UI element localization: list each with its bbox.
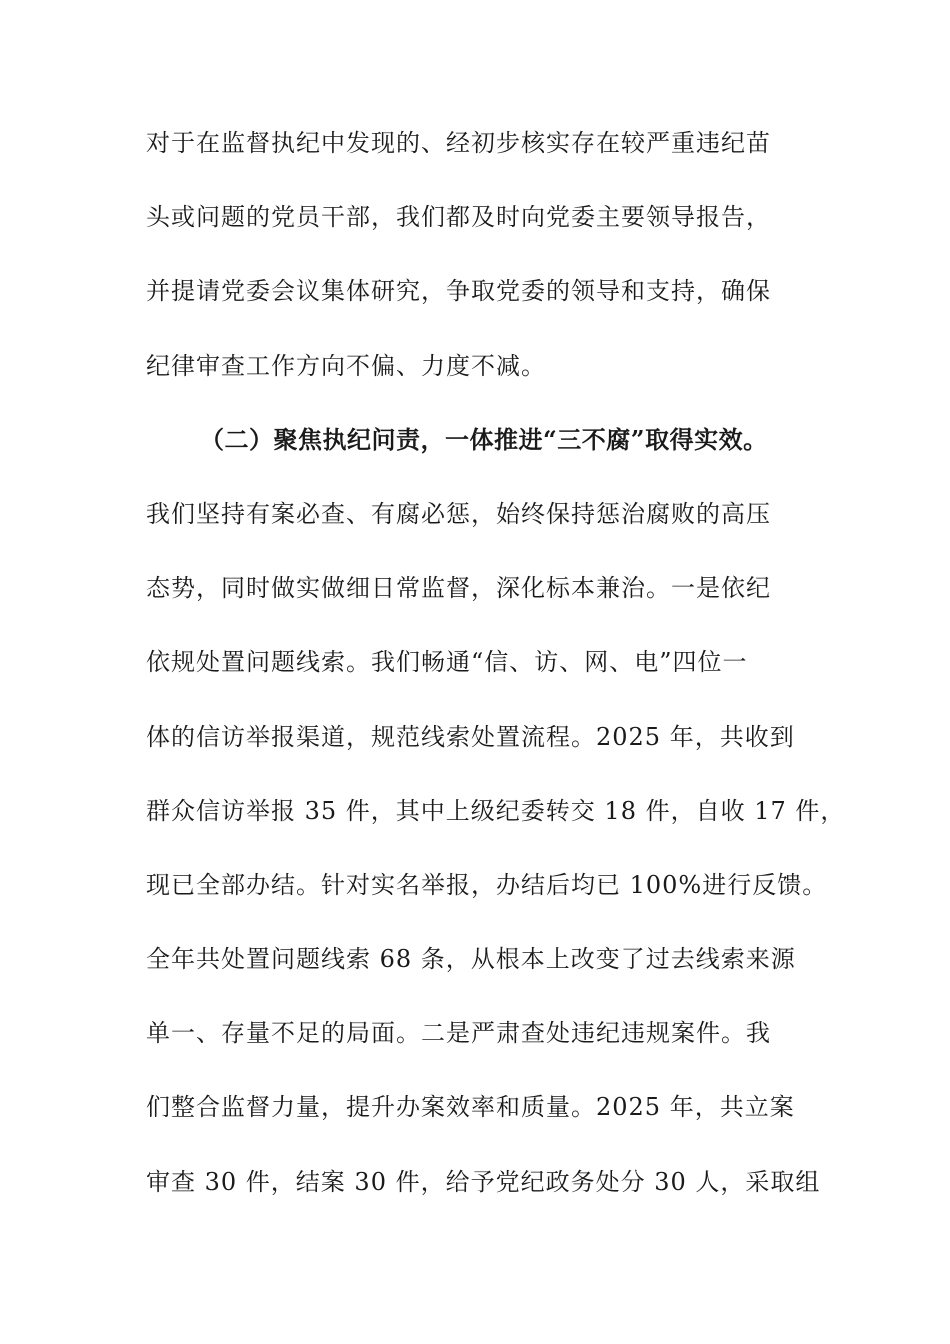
document-body xyxy=(146,123,846,1236)
paragraph-line-6: 我们坚持有案必查、有腐必惩，始终保持惩治腐败的高压 xyxy=(146,499,771,528)
paragraph-line-2: 头或问题的党员干部，我们都及时向党委主要领导报告， xyxy=(146,203,771,232)
paragraph-line-3: 并提请党委会议集体研究，争取党委的领导和支持，确保 xyxy=(146,277,771,306)
paragraph-line-15: 审查 30 件，结案 30 件，给予党纪政务处分 30 人，采取组 xyxy=(146,1167,821,1196)
paragraph-line-14: 们整合监督力量，提升办案效率和质量。2025 年，共立案 xyxy=(146,1093,795,1122)
paragraph-line-9: 体的信访举报渠道，规范线索处置流程。2025 年，共收到 xyxy=(146,722,795,751)
paragraph-line-8: 依规处置问题线索。我们畅通“信、访、网、电”四位一 xyxy=(146,648,748,677)
paragraph-line-4: 纪律审查工作方向不偏、力度不减。 xyxy=(146,351,546,380)
paragraph-line-11: 现已全部办结。针对实名举报，办结后均已 100%进行反馈。 xyxy=(146,870,828,899)
paragraph-line-7: 态势，同时做实做细日常监督，深化标本兼治。一是依纪 xyxy=(146,574,771,603)
paragraph-line-10: 群众信访举报 35 件，其中上级纪委转交 18 件，自收 17 件， xyxy=(146,796,846,825)
paragraph-line-1: 对于在监督执纪中发现的、经初步核实存在较严重违纪苗 xyxy=(146,129,771,157)
paragraph-line-13: 单一、存量不足的局面。二是严肃查处违纪违规案件。我 xyxy=(146,1019,771,1048)
paragraph-line-12: 全年共处置问题线索 68 条，从根本上改变了过去线索来源 xyxy=(146,945,796,974)
section-heading: （二）聚焦执纪问责，一体推进“三不腐”取得实效。 xyxy=(200,424,768,454)
